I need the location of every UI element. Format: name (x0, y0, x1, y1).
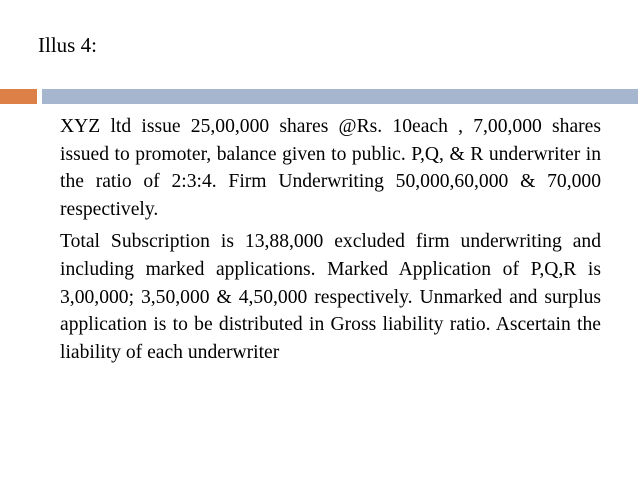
problem-paragraph-2: Total Subscription is 13,88,000 excluded firm underwriting and including marked applications. Marked Application of P,Q,R is 3,00,000; 3,50,000 & 4,50,000 respectively. Unmarked and surplus application is to be distributed in Gross liability ratio. Ascertain the liability of each underwriter (60, 231, 601, 363)
problem-paragraph-1: XYZ ltd issue 25,00,000 shares @Rs. 10each , 7,00,000 shares issued to promoter, balance given to public. P,Q, & R underwriter in the ratio of 2:3:4. Firm Underwriting 50,000,60,000 & 70,000 respectively. (60, 116, 601, 220)
slide-title: Illus 4: (38, 33, 97, 57)
title-divider (0, 89, 638, 104)
slide-body (60, 113, 601, 366)
divider-bar (42, 89, 638, 104)
divider-accent-block (0, 89, 37, 104)
